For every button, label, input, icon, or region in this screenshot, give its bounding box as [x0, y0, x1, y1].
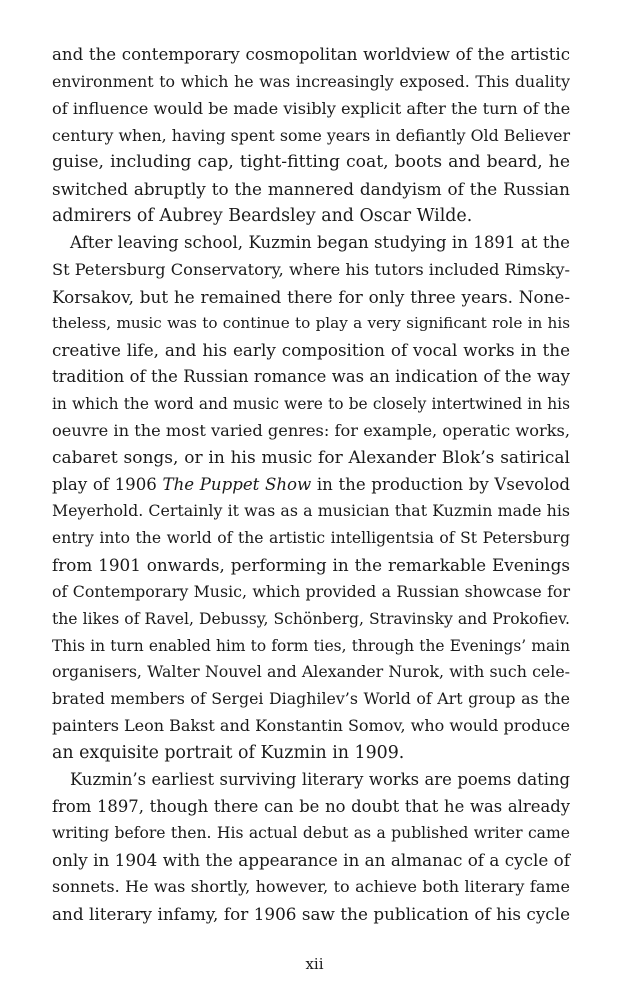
text-line: cabaret songs, or in his music for Alexander Blok’s satirical: [52, 447, 570, 468]
text-line-with-title: [52, 472, 570, 499]
paragraph-2: [52, 230, 570, 767]
text-line: theless, music was to continue to play a very significant role in his: [52, 314, 570, 333]
page-body: [52, 42, 570, 928]
text-line: After leaving school, Kuzmin began studying in 1891 at the: [70, 232, 570, 252]
text-line: century when, having spent some years in defiantly Old Believer: [52, 125, 570, 145]
text-fragment: in the production by Vsevolod: [311, 474, 570, 494]
text-line: tradition of the Russian romance was an indication of the way: [52, 367, 570, 387]
text-line: painters Leon Bakst and Konstantin Somov, who would produce: [52, 716, 570, 736]
text-line: organisers, Walter Nouvel and Alexander Nurok, with such cele-: [52, 662, 570, 682]
text-line: and literary infamy, for 1906 saw the publication of his cycle: [52, 904, 570, 924]
work-title: The Puppet Show: [162, 474, 312, 494]
text-line: Korsakov, but he remained there for only three years. None-: [52, 286, 570, 307]
text-line: from 1901 onwards, performing in the remarkable Evenings: [52, 555, 570, 576]
text-line: St Petersburg Conservatory, where his tutors included Rimsky-: [52, 259, 570, 279]
text-line: switched abruptly to the mannered dandyism of the Russian: [52, 179, 570, 200]
text-line: an exquisite portrait of Kuzmin in 1909.: [52, 742, 405, 763]
text-line: only in 1904 with the appearance in an almanac of a cycle of: [52, 850, 570, 871]
text-line: environment to which he was increasingly exposed. This duality: [52, 71, 570, 91]
text-line: in which the word and music were to be closely intertwined in his: [52, 394, 570, 413]
paragraph-1: [52, 42, 570, 230]
text-line: admirers of Aubrey Beardsley and Oscar Wilde.: [52, 206, 473, 227]
text-line: of influence would be made visibly explicit after the turn of the: [52, 98, 571, 118]
text-line: writing before then. His actual debut as a published writer came: [52, 824, 570, 843]
text-line: entry into the world of the artistic intelligentsia of St Petersburg: [52, 529, 570, 548]
paragraph-3: [52, 767, 570, 928]
text-fragment: play of 1906: [52, 474, 163, 494]
text-line: of Contemporary Music, which provided a Russian showcase for: [52, 581, 570, 601]
text-line: guise, including cap, tight-fitting coat, boots and beard, he: [52, 152, 570, 173]
page-number: xii: [305, 955, 324, 973]
text-line: and the contemporary cosmopolitan worldview of the artistic: [52, 45, 570, 64]
text-line: oeuvre in the most varied genres: for example, operatic works,: [52, 420, 570, 440]
text-line: sonnets. He was shortly, however, to achieve both literary fame: [52, 877, 570, 897]
text-line: Kuzmin’s earliest surviving literary works are poems dating: [70, 769, 570, 789]
text-line: creative life, and his early composition of vocal works in the: [52, 340, 570, 361]
text-line: This in turn enabled him to form ties, through the Evenings’ main: [52, 636, 570, 655]
text-line: the likes of Ravel, Debussy, Schönberg, Stravinsky and Prokofiev.: [52, 609, 570, 628]
text-line: brated members of Sergei Diaghilev’s World of Art group as the: [52, 689, 570, 709]
text-line: Meyerhold. Certainly it was as a musician that Kuzmin made his: [52, 501, 570, 521]
text-line: from 1897, though there can be no doubt that he was already: [52, 796, 570, 816]
